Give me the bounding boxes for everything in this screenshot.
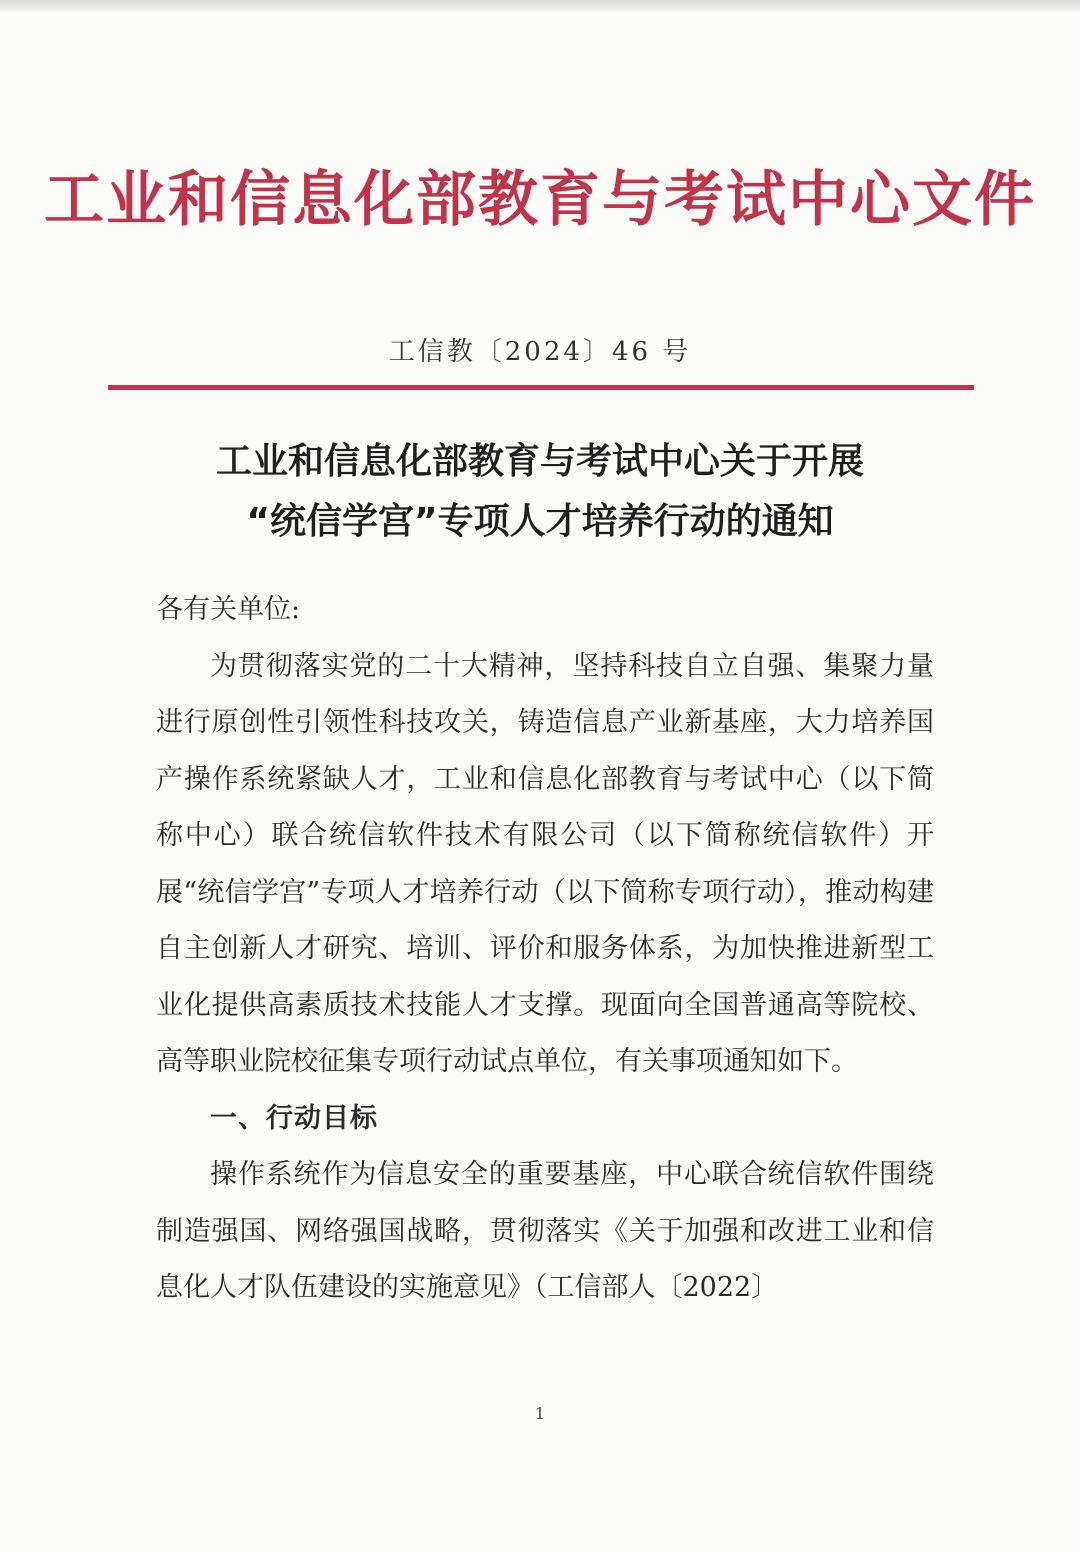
scan-edge-shadow bbox=[0, 0, 1080, 14]
body-paragraph-1: 为贯彻落实党的二十大精神，坚持科技自立自强、集聚力量进行原创性引领性科技攻关，铸造信息产业新基座，大力培养国产操作系统紧缺人才，工业和信息化部教育与考试中心（以下简称中心）联合统信软件技术有限公司（以下简称统信软件）开展“统信学宫”专项人才培养行动（以下简称专项行动），推动构建自主创新人才研究、培训、评价和服务体系，为加快推进新型工业化提供高素质技术技能人才支撑。现面向全国普通高等院校、高等职业院校征集专项行动试点单位，有关事项通知如下。 bbox=[156, 650, 934, 1077]
notice-body bbox=[156, 582, 934, 1317]
red-divider-line bbox=[108, 385, 974, 390]
notice-title-line1: 工业和信息化部教育与考试中心关于开展 bbox=[215, 441, 864, 482]
body-paragraph-2: 操作系统作为信息安全的重要基座，中心联合统信软件围绕制造强国、网络强国战略，贯彻落实《关于加强和改进工业和信息化人才队伍建设的实施意见》（工信部人〔2022〕 bbox=[156, 1159, 934, 1303]
page-number: 1 bbox=[534, 1404, 546, 1423]
salutation: 各有关单位: bbox=[156, 594, 301, 625]
issuer-header-title: 工业和信息化部教育与考试中心文件 bbox=[44, 165, 1036, 235]
section-heading-1: 一、行动目标 bbox=[210, 1102, 378, 1134]
document-number: 工信教〔2024〕46 号 bbox=[388, 337, 692, 367]
notice-title bbox=[110, 432, 970, 552]
notice-title-line2: “统信学宫”专项人才培养行动的通知 bbox=[246, 501, 834, 542]
